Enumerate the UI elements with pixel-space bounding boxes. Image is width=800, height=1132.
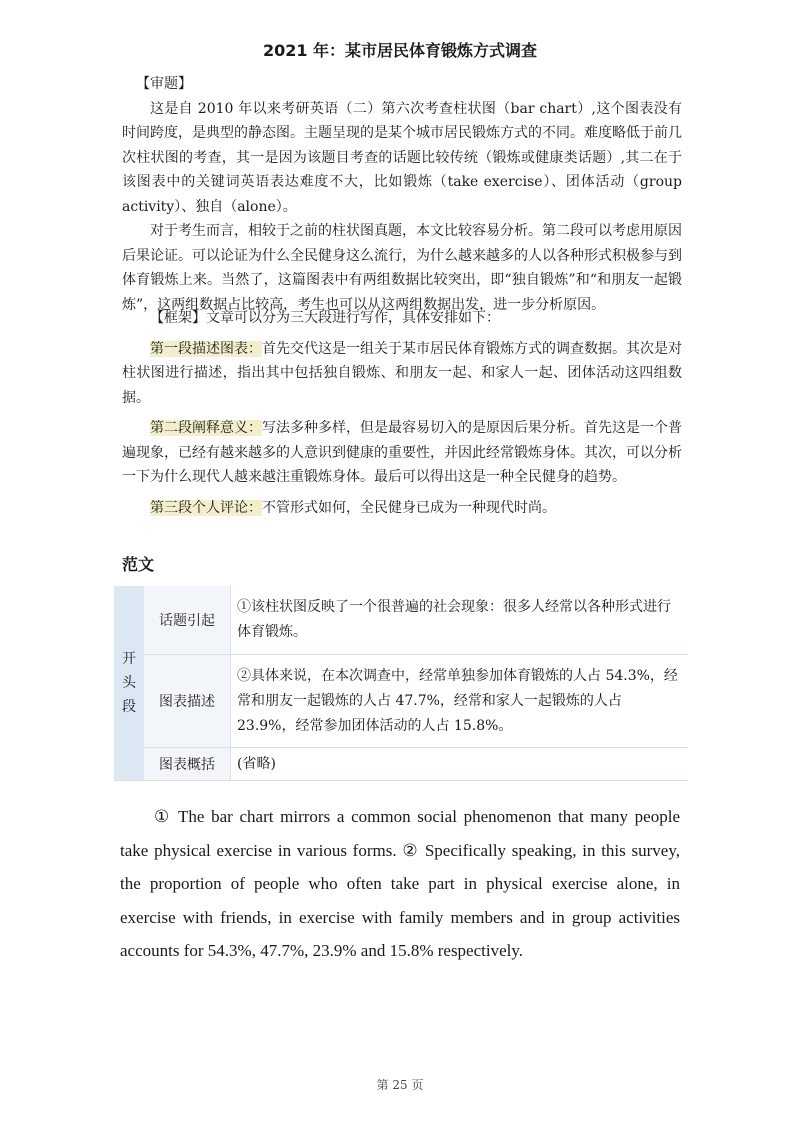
row-content: (省略) xyxy=(231,748,689,781)
english-sample-paragraph: ① The bar chart mirrors a common social phenomenon that many people take physical exercise in various forms. ② Specifically speaking, in this survey, the proportion of people who often take part in physical exercise alone, in exercise with friends, in exercise with family members and in group activities accounts for 54.3%, 47.7%, 23.9% and 15.8% respectively. xyxy=(120,807,680,960)
side-label: 开 头 段 xyxy=(114,586,144,781)
framework-p3-label: 第三段个人评论： xyxy=(150,499,262,516)
review-paragraph-1: 这是自 2010 年以来考研英语（二）第六次考查柱状图（bar chart）,这个图表没有时间跨度，是典型的静态图。主题呈现的是某个城市居民锻炼方式的不同。难度略低于前几次柱状图的考查，其一是因为该题目考查的话题比较传统（锻炼或健康类话题）,其二在于该图表中的关键词英语表达难度不大，比如锻炼（take exercise）、团体活动（group activity）、独自（alone）。 xyxy=(122,100,682,215)
table-row xyxy=(114,748,688,781)
table-row xyxy=(114,655,688,748)
framework-p2-text: 写法多种多样，但是最容易切入的是原因后果分析。首先这是一个普遍现象，已经有越来越多的人意识到健康的重要性，并因此经常锻炼身体。其次，可以分析一下为什么现代人越来越注重锻炼身体。最后可以得出这是一种全民健身的趋势。 xyxy=(122,420,682,485)
review-section xyxy=(122,72,682,317)
framework-intro xyxy=(122,306,682,331)
page-number: 第 25 页 xyxy=(376,1078,424,1092)
framework-paragraph-2 xyxy=(122,416,682,490)
framework-paragraph-3 xyxy=(122,496,682,521)
sample-table xyxy=(114,586,688,781)
table-row xyxy=(114,586,688,655)
row-content: ①该柱状图反映了一个很普遍的社会现象：很多人经常以各种形式进行体育锻炼。 xyxy=(231,586,689,655)
framework-p2-label: 第二段阐释意义： xyxy=(150,420,262,436)
review-paragraph-2: 对于考生而言，相较于之前的柱状图真题，本文比较容易分析。第二段可以考虑用原因后果论证。可以论证为什么全民健身这么流行，为什么越来越多的人以各种形式积极参与到体育锻炼上来。当然了，这篇图表中有两组数据比较突出，即“独自锻炼”和“和朋友一起锻炼”，这两组数据占比较高，考生也可以从这两组数据出发，进一步分析原因。 xyxy=(122,223,682,313)
row-content: ②具体来说，在本次调查中，经常单独参加体育锻炼的人占 54.3%，经常和朋友一起锻炼的人占 47.7%，经常和家人一起锻炼的人占 23.9%，经常参加团体活动的人占 15.8%。 xyxy=(231,655,689,748)
framework-intro-text: 文章可以分为三大段进行写作，具体安排如下： xyxy=(206,310,500,326)
framework-section xyxy=(122,306,682,520)
review-tag: 【审题】 xyxy=(136,76,192,92)
framework-p1-text: 首先交代这是一组关于某市居民体育锻炼方式的调查数据。其次是对柱状图进行描述，指出其中包括独自锻炼、和朋友一起、和家人一起、团体活动这四组数据。 xyxy=(122,340,682,406)
page-title: 2021 年：某市居民体育锻炼方式调查 xyxy=(262,41,538,60)
framework-p3-text: 不管形式如何，全民健身已成为一种现代时尚。 xyxy=(262,499,556,516)
sample-heading: 范文 xyxy=(122,555,155,574)
row-label: 图表概括 xyxy=(144,748,231,781)
framework-tag: 【框架】 xyxy=(150,310,206,326)
framework-p1-label: 第一段描述图表： xyxy=(150,340,262,357)
framework-paragraph-1 xyxy=(122,337,682,411)
row-label: 图表描述 xyxy=(144,655,231,748)
row-label: 话题引起 xyxy=(144,586,231,655)
